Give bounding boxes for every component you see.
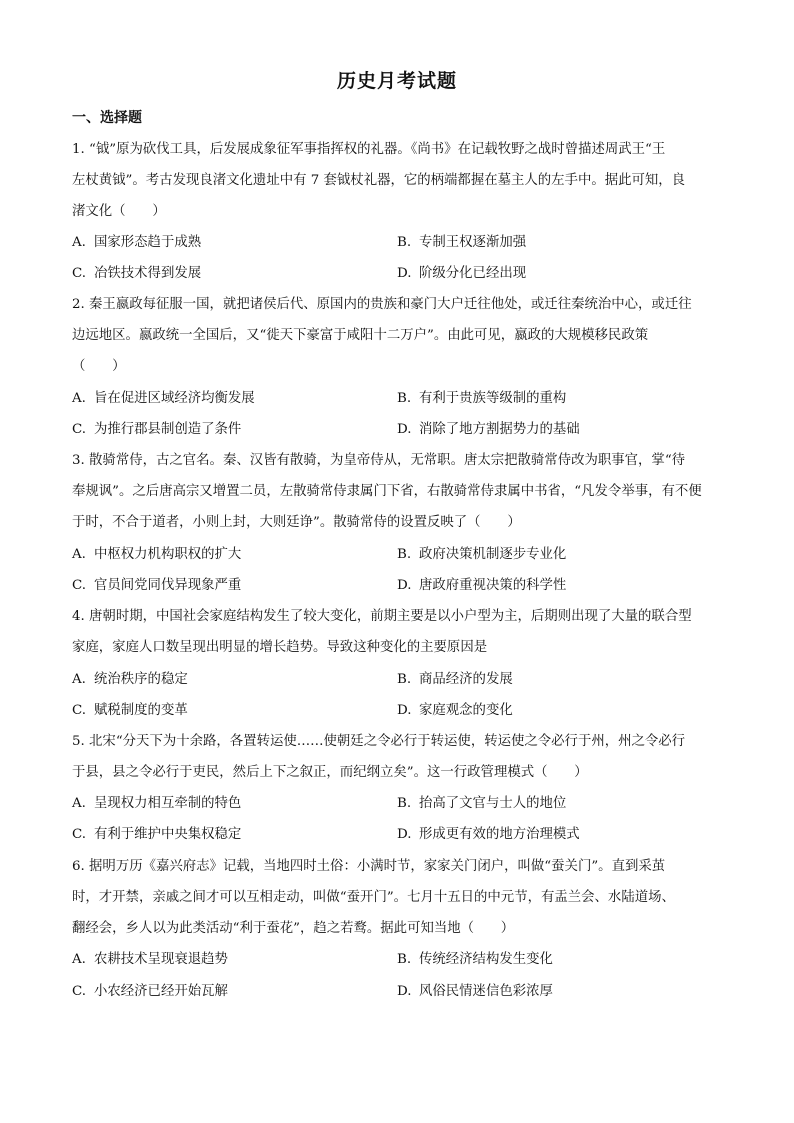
- option-text: 阶级分化已经出现: [419, 266, 527, 281]
- option-text: 有利于维护中央集权稳定: [94, 827, 242, 842]
- option-letter: A.: [72, 796, 86, 811]
- option-text: 政府决策机制逐步专业化: [419, 547, 567, 562]
- question-1-line-2: 左杖黄钺”。考古发现良渚文化遗址中有 7 套钺杖礼器，它的柄端都握在墓主人的左手中。据此可知，良: [72, 173, 686, 188]
- option-letter: B.: [397, 391, 412, 406]
- question-2-line-3: （ ）: [72, 359, 126, 374]
- option-text: 小农经济已经开始瓦解: [94, 984, 228, 999]
- question-3-line-2: 奉规讽”。之后唐高宗又增置二员，左散骑常侍隶属门下省，右散骑常侍隶属中书省，“凡发令举事，有不便: [72, 484, 702, 499]
- question-3-line-1: 3. 散骑常侍，古之官名。秦、汉皆有散骑，为皇帝侍从，无常职。唐太宗把散骑常侍改为职事官，掌“待: [72, 453, 686, 468]
- question-6-line-3: 翻经会，乡人以为此类活动“利于蚕花”，趋之若鹜。据此可知当地（ ）: [72, 921, 515, 936]
- question-4-option-b: [397, 670, 513, 690]
- option-text: 传统经济结构发生变化: [419, 952, 553, 967]
- question-5-option-d: [397, 825, 580, 845]
- question-4-line-2: 家庭，家庭人口数呈现出明显的增长趋势。导致这种变化的主要原因是: [72, 640, 488, 655]
- question-4-option-a: [72, 670, 188, 690]
- option-text: 统治秩序的稳定: [94, 672, 188, 687]
- page-title: 历史月考试题: [336, 70, 457, 92]
- option-letter: D.: [397, 422, 412, 437]
- question-1-line-1: 1. “钺”原为砍伐工具，后发展成象征军事指挥权的礼器。《尚书》在记载牧野之战时曾描述周武王“王: [72, 142, 666, 157]
- question-2-line-2: 边远地区。嬴政统一全国后，又“徙天下豪富于咸阳十二万户”。由此可见，嬴政的大规模移民政策: [72, 328, 649, 343]
- question-3-line-3: 于时，不合于道者，小则上封，大则廷诤”。散骑常侍的设置反映了（ ）: [72, 515, 521, 530]
- question-4-option-d: [397, 701, 513, 721]
- question-6-option-c: [72, 982, 228, 1002]
- option-letter: B.: [397, 672, 412, 687]
- option-text: 专制王权逐渐加强: [419, 235, 527, 250]
- option-letter: D.: [397, 984, 412, 999]
- option-letter: C.: [72, 422, 87, 437]
- option-letter: A.: [72, 235, 86, 250]
- question-1-option-b: [397, 233, 526, 253]
- option-letter: B.: [397, 235, 412, 250]
- question-1-option-d: [397, 264, 526, 284]
- option-letter: A.: [72, 672, 86, 687]
- question-2-line-1: 2. 秦王嬴政每征服一国，就把诸侯后代、原国内的贵族和豪门大户迁往他处，或迁往秦统治中心，或迁往: [72, 297, 692, 312]
- question-6-option-b: [397, 950, 553, 970]
- question-4-line-1: 4. 唐朝时期，中国社会家庭结构发生了较大变化，前期主要是以小户型为主，后期则出现了大量的联合型: [72, 609, 692, 624]
- question-3-option-c: [72, 576, 241, 596]
- option-letter: D.: [397, 827, 412, 842]
- question-3-option-b: [397, 545, 566, 565]
- option-text: 国家形态趋于成熟: [94, 235, 202, 250]
- question-5-option-c: [72, 825, 241, 845]
- option-text: 农耕技术呈现衰退趋势: [94, 952, 228, 967]
- option-text: 唐政府重视决策的科学性: [419, 578, 567, 593]
- section-heading: 一、选择题: [72, 110, 142, 126]
- option-letter: D.: [397, 266, 412, 281]
- question-2-option-c: [72, 420, 241, 440]
- option-letter: C.: [72, 703, 87, 718]
- option-text: 抬高了文官与士人的地位: [419, 796, 567, 811]
- option-text: 冶铁技术得到发展: [94, 266, 202, 281]
- option-letter: C.: [72, 984, 87, 999]
- question-5-option-b: [397, 794, 566, 814]
- question-3-option-d: [397, 576, 566, 596]
- question-1-option-c: [72, 264, 201, 284]
- option-letter: C.: [72, 827, 87, 842]
- option-letter: C.: [72, 578, 87, 593]
- option-text: 家庭观念的变化: [419, 703, 513, 718]
- question-5-line-1: 5. 北宋“分天下为十余路，各置转运使……使朝廷之令必行于转运使，转运使之令必行于州，州之令必行: [72, 734, 686, 749]
- question-5-option-a: [72, 794, 241, 814]
- option-letter: B.: [397, 547, 412, 562]
- option-text: 赋税制度的变革: [94, 703, 188, 718]
- question-1-option-a: [72, 233, 201, 253]
- question-2-option-a: [72, 389, 255, 409]
- question-6-line-1: 6. 据明万历《嘉兴府志》记载，当地四时土俗：小满时节，家家关门闭户，叫做“蚕关门”。直到采茧: [72, 859, 666, 874]
- option-text: 呈现权力相互牵制的特色: [94, 796, 242, 811]
- option-letter: A.: [72, 952, 86, 967]
- question-2-option-b: [397, 389, 566, 409]
- option-text: 风俗民情迷信色彩浓厚: [419, 984, 553, 999]
- option-letter: C.: [72, 266, 87, 281]
- option-text: 中枢权力机构职权的扩大: [94, 547, 242, 562]
- question-4-option-c: [72, 701, 188, 721]
- question-1-line-3: 渚文化（ ）: [72, 204, 166, 219]
- option-text: 官员间党同伐异现象严重: [94, 578, 242, 593]
- question-3-option-a: [72, 545, 241, 565]
- question-5-line-2: 于县，县之令必行于吏民，然后上下之叙正，而纪纲立矣”。这一行政管理模式（ ）: [72, 765, 588, 780]
- option-letter: D.: [397, 578, 412, 593]
- option-text: 商品经济的发展: [419, 672, 513, 687]
- option-text: 旨在促进区域经济均衡发展: [94, 391, 255, 406]
- option-text: 有利于贵族等级制的重构: [419, 391, 567, 406]
- option-letter: A.: [72, 391, 86, 406]
- option-letter: D.: [397, 703, 412, 718]
- question-6-line-2: 时，才开禁，亲戚之间才可以互相走动，叫做“蚕开门”。七月十五日的中元节，有盂兰会、水陆道场、: [72, 890, 675, 905]
- question-2-option-d: [397, 420, 580, 440]
- option-letter: A.: [72, 547, 86, 562]
- option-text: 消除了地方割据势力的基础: [419, 422, 580, 437]
- option-text: 为推行郡县制创造了条件: [94, 422, 242, 437]
- question-6-option-a: [72, 950, 228, 970]
- option-text: 形成更有效的地方治理模式: [419, 827, 580, 842]
- question-6-option-d: [397, 982, 553, 1002]
- option-letter: B.: [397, 952, 412, 967]
- option-letter: B.: [397, 796, 412, 811]
